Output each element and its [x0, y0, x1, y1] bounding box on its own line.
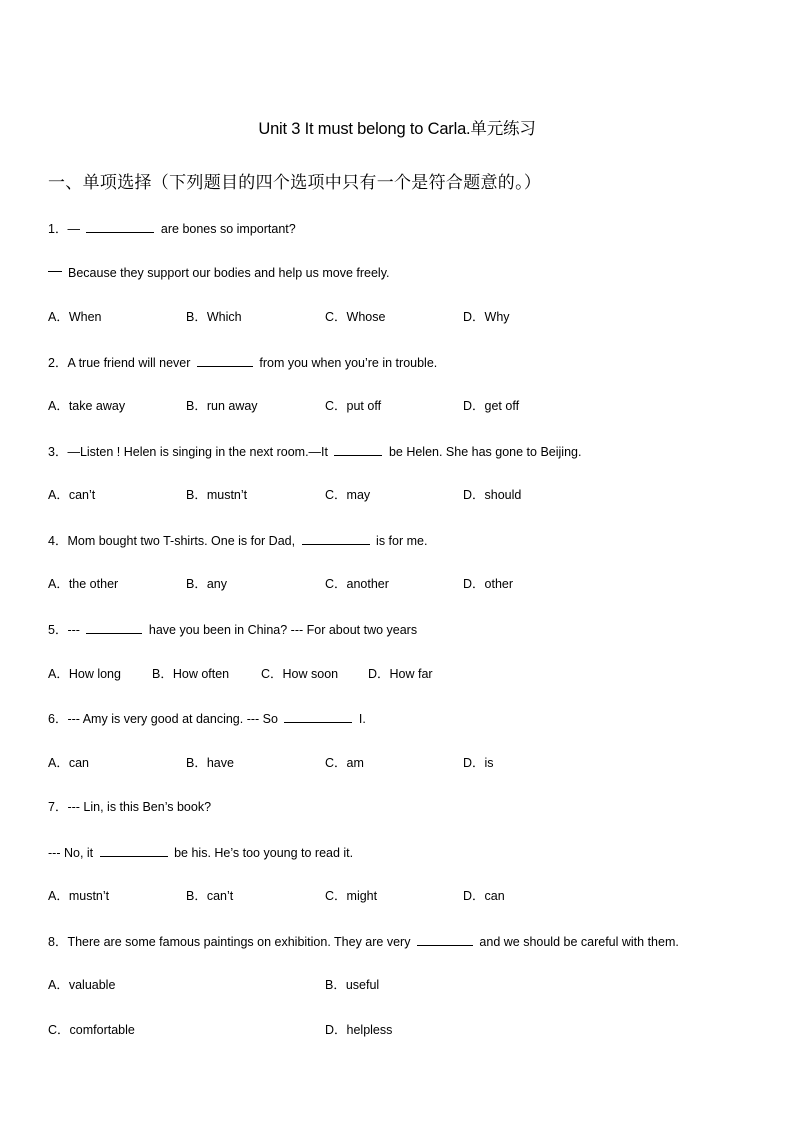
- question-5-option-a: A．How long: [48, 667, 121, 681]
- question-1-option-c: C．Whose: [325, 310, 386, 324]
- question-4-stem-after: is for me.: [372, 534, 428, 548]
- question-8-option-c: C．comfortable: [48, 1023, 135, 1037]
- question-7-reply-after: be his. He’s too young to read it.: [170, 846, 354, 860]
- answer-blank: [302, 531, 370, 545]
- question-2-stem: [48, 353, 437, 372]
- question-1-stem: [48, 219, 296, 238]
- question-1-stem-after: are bones so important?: [157, 222, 296, 236]
- question-6-stem-after: I.: [355, 712, 366, 726]
- question-5-option-c: C．How soon: [261, 667, 339, 681]
- question-4-stem-before: 4．Mom bought two T-shirts. One is for Dad,: [48, 534, 299, 548]
- question-6-option-b: B．have: [186, 756, 234, 770]
- answer-blank: [100, 843, 168, 857]
- question-8-option-b: B．useful: [325, 978, 380, 992]
- question-8-option-d: D．helpless: [325, 1023, 393, 1037]
- question-3-stem-before: 3．—Listen ! Helen is singing in the next room.—It: [48, 445, 332, 459]
- question-3-stem: [48, 442, 581, 461]
- question-3-option-d: D．should: [463, 488, 522, 502]
- answer-blank: [417, 932, 473, 946]
- answer-blank: [86, 219, 154, 233]
- question-4-option-a: A．the other: [48, 577, 119, 591]
- question-2-option-a: A．take away: [48, 399, 126, 413]
- question-7-reply-before: --- No, it: [48, 846, 97, 860]
- question-4-stem: [48, 531, 427, 550]
- question-7-option-a: A．mustn’t: [48, 889, 110, 903]
- question-6-stem-before: 6．--- Amy is very good at dancing. --- So: [48, 712, 282, 726]
- question-4-option-d: D．other: [463, 577, 514, 591]
- page-title: Unit 3 It must belong to Carla.单元练习: [258, 120, 536, 138]
- question-6-option-c: C．am: [325, 756, 364, 770]
- question-8-option-a: A．valuable: [48, 978, 116, 992]
- question-7-option-c: C．might: [325, 889, 378, 903]
- question-3-option-b: B．mustn’t: [186, 488, 248, 502]
- question-5-stem-before: 5．---: [48, 623, 84, 637]
- question-2-stem-after: from you when you’re in trouble.: [255, 356, 438, 370]
- question-2-stem-before: 2．A true friend will never: [48, 356, 194, 370]
- question-8-stem-before: 8．There are some famous paintings on exhibition. They are very: [48, 935, 414, 949]
- question-2-option-c: C．put off: [325, 399, 382, 413]
- question-4-option-b: B．any: [186, 577, 227, 591]
- question-5-stem: [48, 620, 417, 639]
- question-4-option-c: C．another: [325, 577, 389, 591]
- answer-blank: [86, 620, 142, 634]
- question-1-option-d: D．Why: [463, 310, 510, 324]
- question-5-stem-after: have you been in China? --- For about two years: [145, 623, 418, 637]
- question-1-option-b: B．Which: [186, 310, 242, 324]
- question-7-option-b: B．can’t: [186, 889, 234, 903]
- question-3-option-a: A．can’t: [48, 488, 96, 502]
- question-1-stem-before: 1．—: [48, 222, 84, 236]
- question-7-stem: 7．--- Lin, is this Ben’s book?: [48, 800, 212, 814]
- question-2-option-b: B．run away: [186, 399, 258, 413]
- question-1-reply: [48, 264, 390, 282]
- question-5-option-d: D．How far: [368, 667, 433, 681]
- question-1-reply-text: Because they support our bodies and help us move freely.: [68, 266, 390, 280]
- question-6-stem: [48, 709, 366, 728]
- question-8-stem: [48, 932, 679, 951]
- question-6-option-d: D．is: [463, 756, 494, 770]
- section-heading: 一、单项选择（下列题目的四个选项中只有一个是符合题意的。）: [48, 173, 542, 192]
- question-3-stem-after: be Helen. She has gone to Beijing.: [385, 445, 582, 459]
- answer-blank: [197, 353, 253, 367]
- question-5-option-b: B．How often: [152, 667, 230, 681]
- answer-blank: [334, 442, 382, 456]
- dash-mark: [48, 271, 62, 272]
- question-8-stem-after: and we should be careful with them.: [475, 935, 679, 949]
- question-2-option-d: D．get off: [463, 399, 520, 413]
- answer-blank: [284, 709, 352, 723]
- question-7-reply: [48, 843, 353, 862]
- question-6-option-a: A．can: [48, 756, 89, 770]
- question-1-option-a: A．When: [48, 310, 102, 324]
- question-3-option-c: C．may: [325, 488, 371, 502]
- question-7-option-d: D．can: [463, 889, 505, 903]
